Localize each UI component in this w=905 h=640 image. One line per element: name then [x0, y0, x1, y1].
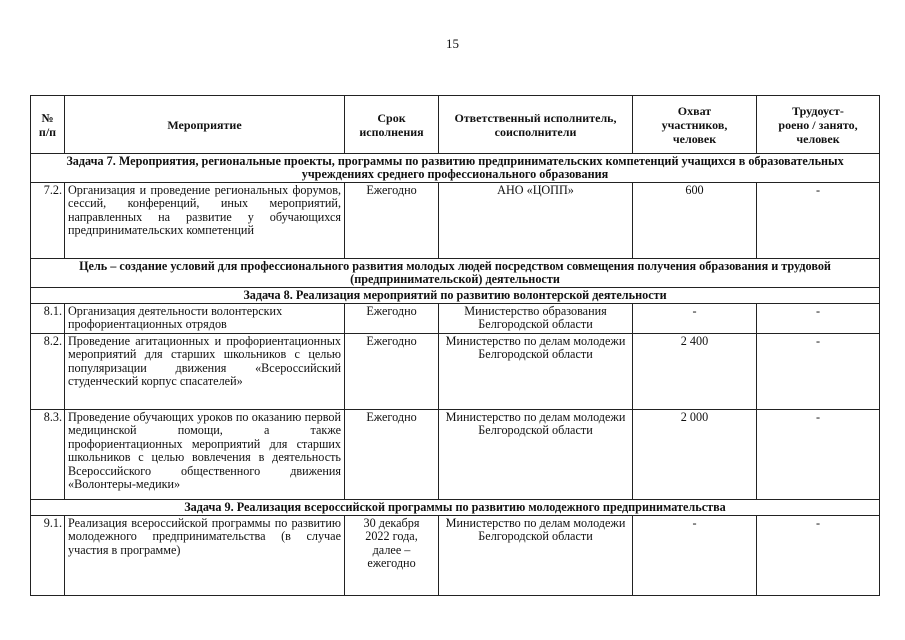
section-row	[31, 259, 880, 288]
row-num: 8.1.	[31, 304, 65, 334]
table-row	[31, 183, 880, 259]
header-term: Срок исполнения	[345, 96, 439, 154]
header-employed: Трудоуст- роено / занято, человек	[757, 96, 880, 154]
header-num: № п/п	[31, 96, 65, 154]
section-task8: Задача 8. Реализация мероприятий по развитию волонтерской деятельности	[31, 288, 880, 304]
row-term: 30 декабря 2022 года, далее – ежегодно	[345, 516, 439, 596]
header-coverage: Охват участников, человек	[633, 96, 757, 154]
row-term: Ежегодно	[345, 304, 439, 334]
row-employed: -	[757, 516, 880, 596]
events-table	[30, 95, 880, 596]
table-row	[31, 304, 880, 334]
row-responsible: Министерство по делам молодежи Белгородской области	[439, 516, 633, 596]
row-coverage: 600	[633, 183, 757, 259]
row-term: Ежегодно	[345, 334, 439, 410]
section-goal: Цель – создание условий для профессионального развития молодых людей посредством совмещения получения образования и трудовой (предпринимательской) деятельности	[31, 259, 880, 288]
row-event: Реализация всероссийской программы по развитию молодежного предпринимательства (в случае участия в программе)	[65, 516, 345, 596]
section-task9: Задача 9. Реализация всероссийской программы по развитию молодежного предпринимательства	[31, 500, 880, 516]
row-coverage: -	[633, 304, 757, 334]
section-task7: Задача 7. Мероприятия, региональные проекты, программы по развитию предпринимательских компетенций учащихся в образовательных учреждениях среднего профессионального образования	[31, 154, 880, 183]
table-row	[31, 516, 880, 596]
table-row	[31, 410, 880, 500]
section-row	[31, 288, 880, 304]
row-num: 9.1.	[31, 516, 65, 596]
row-num: 8.3.	[31, 410, 65, 500]
row-employed: -	[757, 183, 880, 259]
row-num: 8.2.	[31, 334, 65, 410]
row-term: Ежегодно	[345, 183, 439, 259]
row-coverage: -	[633, 516, 757, 596]
row-event: Проведение агитационных и профориентационных мероприятий для старших школьников с целью популяризации движения «Всероссийский студенческий корпус спасателей»	[65, 334, 345, 410]
row-event: Организация деятельности волонтерских профориентационных отрядов	[65, 304, 345, 334]
header-responsible: Ответственный исполнитель, соисполнители	[439, 96, 633, 154]
row-term: Ежегодно	[345, 410, 439, 500]
row-event: Проведение обучающих уроков по оказанию первой медицинской помощи, а также профориентационных мероприятий для старших школьников с целью вовлечения в деятельность Всероссийского общественного движения «Волонтеры-медики»	[65, 410, 345, 500]
row-employed: -	[757, 304, 880, 334]
row-responsible: АНО «ЦОПП»	[439, 183, 633, 259]
row-responsible: Министерство по делам молодежи Белгородской области	[439, 410, 633, 500]
section-row	[31, 154, 880, 183]
table-row	[31, 334, 880, 410]
row-employed: -	[757, 334, 880, 410]
row-coverage: 2 000	[633, 410, 757, 500]
table-header-row	[31, 96, 880, 154]
row-employed: -	[757, 410, 880, 500]
page-number: 15	[446, 36, 459, 51]
row-responsible: Министерство по делам молодежи Белгородской области	[439, 334, 633, 410]
row-responsible: Министерство образования Белгородской области	[439, 304, 633, 334]
row-event: Организация и проведение региональных форумов, сессий, конференций, иных мероприятий, направленных на развитие у обучающихся предпринимательских компетенций	[65, 183, 345, 259]
row-num: 7.2.	[31, 183, 65, 259]
section-row	[31, 500, 880, 516]
header-event: Мероприятие	[65, 96, 345, 154]
row-coverage: 2 400	[633, 334, 757, 410]
